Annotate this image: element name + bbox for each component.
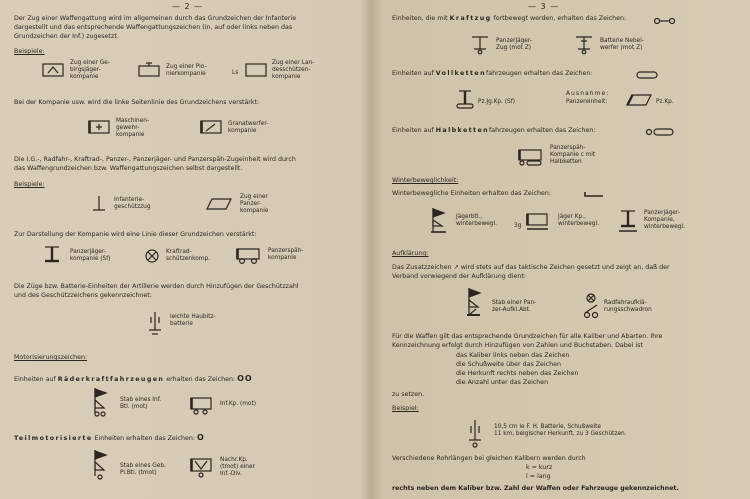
mg-label: kompanie [116, 132, 145, 138]
pzsp-kp-label: Panzerspäh- [550, 145, 586, 151]
beispiel-label: Beispiele: [14, 181, 45, 188]
ex1-line: kompanie [70, 74, 99, 80]
pzj-label: Panzerjäger- [70, 249, 106, 255]
landesschuetzen-symbol [245, 63, 267, 77]
zu-setzen: zu setzen. [392, 391, 425, 398]
zuege-text: und des Geschützzeichens gekennzeichnet: [14, 292, 152, 299]
aufkl-text: Verband vorwiegend der Aufklärung dient: [392, 273, 526, 280]
inf-gesch-label: Infanterie- [114, 197, 145, 203]
ex3-line: kompanie [272, 74, 301, 80]
ex1-line: birgsjäger- [70, 67, 101, 73]
pzjg-winter-label: Kompanie, [644, 217, 675, 223]
winter-text: Winterbewegliche Einheiten erhalten das Zeichen: [392, 190, 551, 197]
radfahr-label: rungsschwadron [604, 307, 652, 313]
ex3-prefix: Ls [232, 70, 239, 76]
darstellung-line: Zur Darstellung der Kompanie wird eine Linie dieser Grundzeichen verstärkt: [14, 231, 257, 238]
stab-geb-symbol [92, 450, 112, 480]
mg-kompanie-symbol [88, 120, 110, 134]
stab-pz-label: zer-Aufkl.Abt. [492, 307, 531, 313]
haubitze-symbol [146, 312, 164, 336]
ex3-line: desschützen- [272, 67, 311, 73]
pzsp-halbketten-symbol [518, 148, 546, 166]
page-number: — 3 — [528, 2, 560, 11]
jaegerkp-prefix: 3g [514, 223, 522, 229]
infkp-label: Inf.Kp. (mot) [220, 401, 257, 407]
stab-pz-aufkl-symbol [466, 288, 486, 318]
zug-panzer-label: kompanie [240, 208, 269, 214]
nachr-label: (tmot) einer [220, 464, 255, 470]
jaegerkp-symbol [526, 213, 550, 231]
zuege-text: Die Züge bzw. Batterie-Einheiten der Artillerie werden durch Hinzufügen der Geschützzahl [14, 283, 299, 290]
pzkp-label: Pz.Kp. [656, 99, 674, 105]
haubitz-label: batterie [170, 321, 193, 327]
gebirgsjaeger-symbol [42, 63, 64, 77]
rechts-line: rechts neben dem Kaliber bzw. Zahl der Waffen oder Fahrzeuge gekennzeichnet. [392, 485, 679, 492]
kompanie-line: Bei der Kompanie usw. wird die linke Seitenlinie des Grundzeichens verstärkt: [14, 99, 260, 106]
beispiel-label: Beispiel: [392, 405, 419, 412]
jaegerkp-label: winterbewegl. [558, 221, 599, 227]
radfahr-label: Radfahraufklä- [604, 300, 647, 306]
zug-panzer-label: Zug einer [240, 194, 268, 200]
list-item: die Schußweite über das Zeichen [456, 361, 561, 368]
jaegerbtl-label: Jägerbtl., [456, 214, 483, 220]
zug-panzer-label: Panzer- [240, 201, 262, 207]
list-item: die Anzahl unter das Zeichen [456, 379, 549, 386]
pzjg-winter-label: winterbewegl. [644, 224, 685, 230]
page-number: — 2 — [172, 2, 204, 11]
list-item: das Kaliber links neben das Zeichen [456, 352, 570, 359]
panzereinheit-symbol [626, 94, 652, 106]
jaegerkp-label: Jäger Kp., [558, 214, 586, 220]
panzerjaeger-symbol [42, 246, 62, 264]
gw-label: kompanie [228, 128, 257, 134]
stab-inf-label: Stab eines Inf. [120, 397, 162, 403]
ausnahme-label: Panzereinheit: [566, 99, 608, 105]
beispiele-label: Beispiele: [14, 48, 45, 55]
pzsp-label: Panzerspäh- [268, 248, 304, 254]
jaegerbtl-symbol [430, 208, 450, 234]
right-page [378, 0, 750, 499]
granatwerfer-symbol [200, 120, 222, 134]
intro-line: dargestellt und das entsprechende Waffengattungszeichen (in, auf oder links neben das [14, 24, 293, 31]
nebel-label: Batterie Nebel- [600, 38, 644, 44]
inf-gesch-label: geschützzug [114, 204, 151, 210]
aufkl-text: Das Zusatzzeichen ↗ wird stets auf das taktische Zeichen gesetzt und zeigt an, daß der [392, 264, 670, 271]
stab-flag-symbol [92, 388, 112, 416]
kraftrad-symbol [144, 248, 160, 264]
pzj-label: kompanie (Sf) [70, 256, 111, 262]
ausnahme-label: Ausnahme: [566, 91, 610, 97]
nachr-label: Nachr.Kp. [220, 457, 248, 463]
waffen-text: Für die Waffen gilt das entsprechende Grundzeichen für alle Kaliber und Abarten. Ihre [392, 333, 663, 340]
pzjg-mot-symbol [470, 36, 490, 54]
teil-line: Teilmotorisierte Einheiten erhalten das Zeichen: O [14, 433, 204, 442]
haubitz-label: leichte Haubitz- [170, 314, 216, 320]
fh-text: 11 km, belgischer Herkunft, zu 3 Geschützen. [494, 431, 627, 437]
radfahr-aufkl-symbol [582, 293, 600, 319]
pzjg-mot-label: Panzerjäger- [496, 38, 532, 44]
ex2-line: Zug einer Pio- [166, 64, 207, 70]
panzerspaeh-symbol [236, 247, 264, 265]
stab-geb-label: Stab eines Geb. [120, 463, 166, 469]
vollketten-line: Einheiten auf Vollkettenfahrzeugen erhalten das Zeichen: [392, 70, 593, 77]
rohr-l: l = lang [526, 473, 551, 480]
inf-geschuetz-symbol [92, 196, 106, 212]
nebelwerfer-symbol [574, 36, 594, 54]
nebel-label: werfer (mot Z) [600, 45, 643, 51]
list-item: die Herkunft rechts neben das Zeichen [456, 370, 579, 377]
aufkl-heading: Aufklärung: [392, 250, 429, 257]
infkp-mot-symbol [190, 397, 214, 415]
mg-label: Maschinen- [116, 118, 150, 124]
vollketten-sign-icon [636, 71, 658, 79]
nachr-kp-symbol [190, 458, 214, 478]
rohr-k: k = kurz [526, 464, 553, 471]
raeder-line: Einheiten auf Räderkraftfahrzeugen erhalten das Zeichen: OO [14, 374, 253, 383]
ex1-line: Zug einer Ge- [70, 60, 110, 66]
intro-line: Grundzeichen der Inf.) zugesetzt. [14, 33, 119, 40]
waffen-text: Kennzeichnung erfolgt durch Hinzufügen von Zahlen und Buchstaben. Dabei ist [392, 342, 643, 349]
stab-inf-label: Btl. (mot) [120, 404, 148, 410]
panzer-symbol [206, 198, 232, 210]
halbketten-line: Einheiten auf Halbkettenfahrzeugen erhalten das Zeichen: [392, 127, 596, 134]
winter-sign-icon [584, 191, 604, 197]
ig-text: das Waffengrundzeichen bzw. Waffengattungszeichen selbst dargestellt. [14, 165, 243, 172]
ex3-line: Zug einer Lan- [272, 60, 315, 66]
motorisierung-heading: Motorisierungszeichen: [14, 354, 88, 361]
pzsp-kp-label: Kompanie c mit [550, 152, 596, 158]
pzjg-winter-symbol [618, 210, 638, 234]
gw-label: Granatwerfer- [228, 121, 269, 127]
rohr-heading: Verschiedene Rohrlängen bei gleichen Kalibern werden durch [392, 455, 586, 462]
pzjg-sf-label: Pz.Jg.Kp. (Sf) [478, 99, 516, 105]
winter-heading: Winterbeweglichkeit: [392, 177, 459, 184]
nachr-label: Inf.-Div. [220, 471, 242, 477]
left-page [0, 0, 372, 499]
pzjg-winter-label: Panzerjäger- [644, 210, 680, 216]
pzjg-sf-symbol [456, 90, 474, 110]
ex2-line: nierkompanie [166, 71, 206, 77]
pionier-symbol [138, 63, 160, 77]
pzsp-label: kompanie [268, 255, 297, 261]
kraftzug-line: Einheiten, die mit Kraftzug fortbewegt werden, erhalten das Zeichen: [392, 15, 627, 22]
fh-batterie-symbol [464, 418, 486, 448]
pzsp-kp-label: Halbketten [550, 159, 582, 165]
halbketten-sign-icon [646, 128, 674, 136]
mg-label: gewehr- [116, 125, 140, 131]
krad-label: schützenkomp. [166, 256, 210, 262]
kraftzug-sign-icon [654, 17, 676, 25]
fh-text: 10,5 cm le F. H. Batterie, Schußweite [494, 424, 601, 430]
stab-pz-label: Stab einer Pan- [492, 300, 537, 306]
ig-text: Die I.G.-, Radfahr-, Kraftrad-, Panzer-, Panzerjäger- und Panzerspäh-Zugeinheit wird durch [14, 156, 296, 163]
krad-label: Kraftrad- [166, 249, 192, 255]
pzjg-mot-label: Zug (mot Z) [496, 45, 531, 51]
stab-geb-label: Pi.Btl. (tmot) [120, 470, 157, 476]
intro-line: Der Zug einer Waffengattung wird im allgemeinen durch das Grundzeichen der Infanterie [14, 15, 297, 22]
jaegerbtl-label: winterbewegl. [456, 221, 497, 227]
